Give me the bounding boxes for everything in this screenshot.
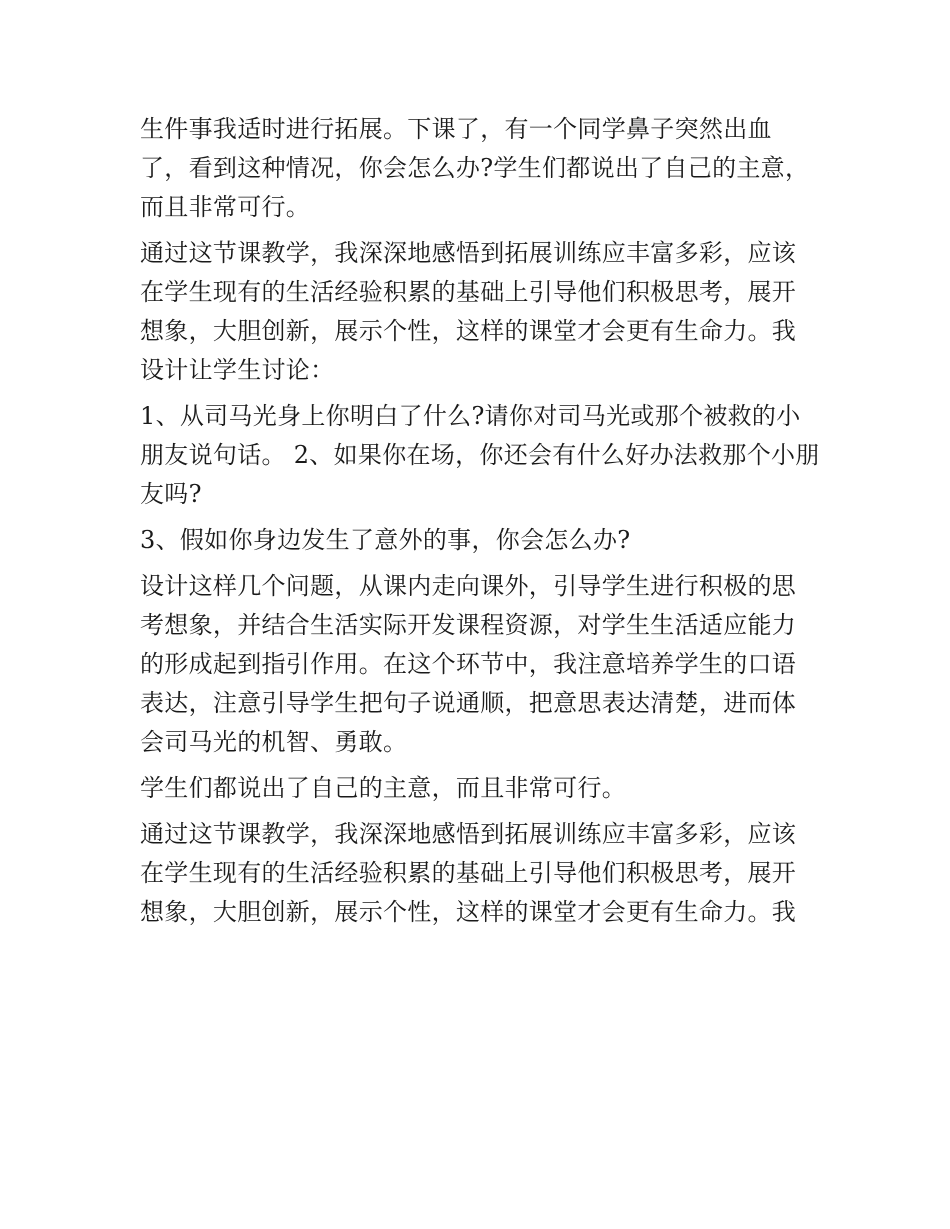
paragraph: 1、从司马光身上你明白了什么?请你对司马光或那个被救的小朋友说句话。 2、如果你在场，你还会有什么好办法救那个小朋友吗?: [140, 402, 820, 508]
body-text: [140, 110, 820, 939]
paragraph: 设计这样几个问题，从课内走向课外，引导学生进行积极的思考想象，并结合生活实际开发课程资源，对学生生活适应能力的形成起到指引作用。在这个环节中，我注意培养学生的口语表达，注意引导学生把句子说通顺，把意思表达清楚，进而体会司马光的机智、勇敢。: [140, 572, 797, 756]
paragraph: 生件事我适时进行拓展。下课了，有一个同学鼻子突然出血了，看到这种情况，你会怎么办?学生们都说出了自己的主意，而且非常可行。: [140, 115, 810, 221]
paragraph: 通过这节课教学，我深深地感悟到拓展训练应丰富多彩，应该在学生现有的生活经验积累的基础上引导他们积极思考，展开想象，大胆创新，展示个性，这样的课堂才会更有生命力。我: [140, 820, 797, 926]
paragraph: 3、假如你身边发生了意外的事，你会怎么办?: [140, 526, 631, 554]
paragraph: 学生们都说出了自己的主意，而且非常可行。: [140, 774, 626, 802]
paragraph: 通过这节课教学，我深深地感悟到拓展训练应丰富多彩，应该在学生现有的生活经验积累的基础上引导他们积极思考，展开想象，大胆创新，展示个性，这样的课堂才会更有生命力。我设计让学生讨论：: [140, 239, 797, 384]
